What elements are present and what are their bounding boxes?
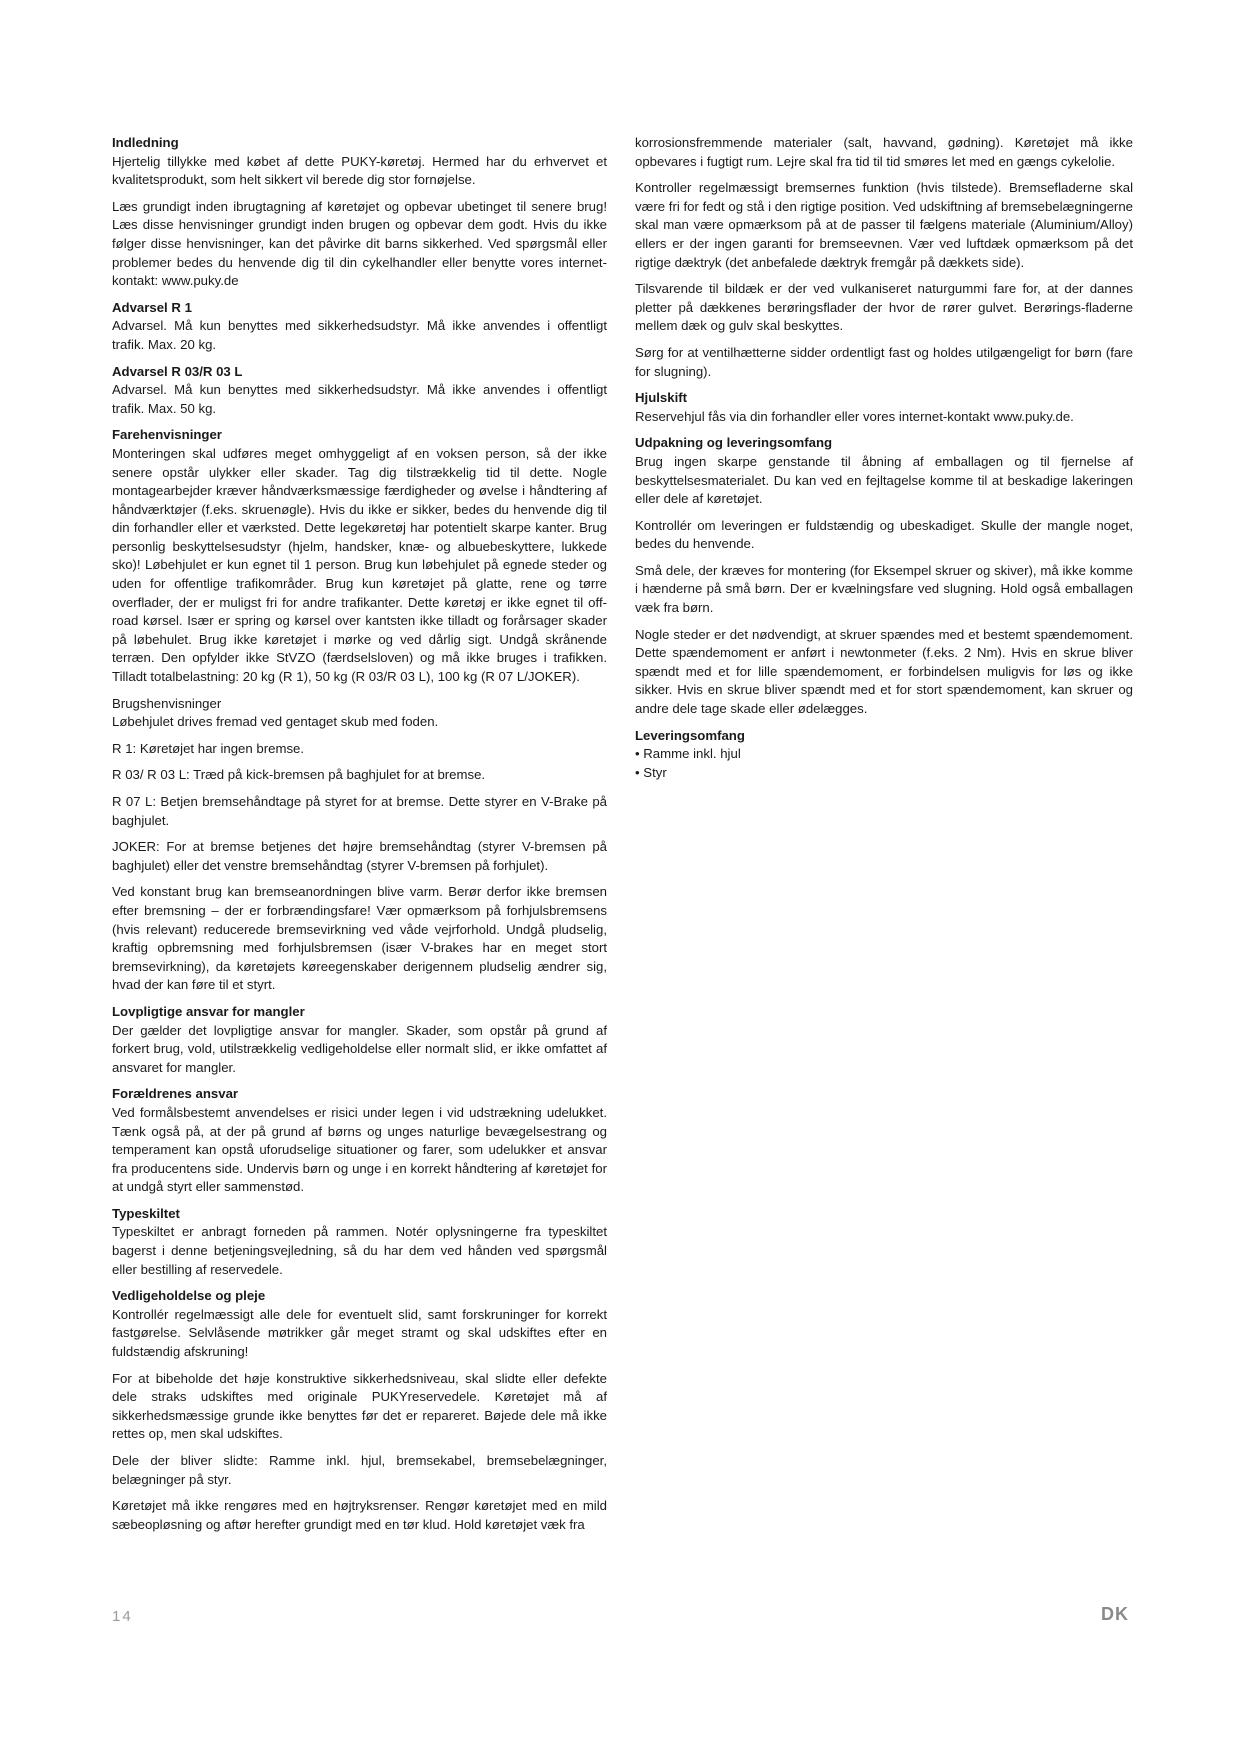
- paragraph: Advarsel. Må kun benyttes med sikkerhedsudstyr. Må ikke anvendes i offentligt trafik. Max. 20 kg.: [112, 318, 607, 352]
- section-advarsel-r03: [112, 363, 607, 419]
- section-typeskiltet: [112, 1205, 607, 1279]
- paragraph: korrosionsfremmende materialer (salt, havvand, gødning). Køretøjet må ikke opbevares i fugtigt rum. Lejre skal fra tid til tid smøres let med en gængs cykelolie.: [635, 135, 1133, 169]
- paragraph-block: [635, 344, 1133, 381]
- section-indledning-2: [112, 198, 607, 291]
- paragraph: Der gælder det lovpligtige ansvar for mangler. Skader, som opstår på grund af forkert brug, vold, utilstrækkelig vedligeholdelse eller normalt slid, er ikke omfattet af ansvaret for mangler.: [112, 1022, 607, 1075]
- paragraph-block: [635, 562, 1133, 618]
- section-leveringsomfang: [635, 727, 1133, 783]
- paragraph: Hjertelig tillykke med købet af dette PUKY-køretøj. Hermed har du erhvervet et kvalitetsprodukt, som helt sikkert vil berede dig stor fornøjelse.: [112, 153, 607, 188]
- left-column: [112, 134, 607, 1542]
- heading-advarsel-r1: Advarsel R 1: [112, 299, 192, 315]
- heading-udpakning: Udpakning og leveringsomfang: [635, 435, 833, 451]
- paragraph-block: [112, 838, 607, 875]
- paragraph: R 1: Køretøjet har ingen bremse.: [112, 740, 305, 756]
- paragraph: Små dele, der kræves for montering (for Eksempel skruer og skiver), må ikke komme i hænderne på små børn. Der er kvælningsfare ved slugning. Hold også emballagen væk fra børn.: [635, 562, 1133, 616]
- paragraph: Kontrollér regelmæssigt alle dele for eventuelt slid, samt forskruninger for korrekt fastgørelse. Selvlåsende møtrikker går meget stramt og skal udskiftes efter en fuldstændig afskruning!: [112, 1306, 607, 1360]
- paragraph: Ved formålsbestemt anvendelses er risici under legen i vid udstrækning udelukket. Tænk også på, at der på grund af børns og unges naturlige bevægelsestrang og temperament kan opstå uforudselige situationer og farer, som udelukker et ansvar fra producentens side. Undervis børn og unge i en korrekt håndtering af køretøjet for at undgå styrt eller sammenstød.: [112, 1104, 607, 1195]
- heading-brugshenvisninger: Brugshenvisninger: [112, 695, 222, 711]
- paragraph: Brug ingen skarpe genstande til åbning af emballagen og til fjernelse af beskyttelsesmaterialet. Du kan ved en fejltagelse komme til at beskadige lakeringen eller dele af køretøjet.: [635, 453, 1133, 507]
- paragraph: R 03/ R 03 L: Træd på kick-bremsen på baghjulet for at bremse.: [112, 767, 486, 783]
- paragraph: Reservehjul fås via din forhandler eller vores internet-kontakt www.puky.de.: [635, 408, 1074, 424]
- paragraph: Løbehjulet drives fremad ved gentaget skub med foden.: [112, 714, 439, 730]
- paragraph-block: [635, 134, 1133, 171]
- section-hjulskift: [635, 389, 1133, 426]
- list-item: • Styr: [635, 764, 1133, 783]
- paragraph-block: [635, 626, 1133, 719]
- paragraph: For at bibeholde det høje konstruktive sikkerhedsniveau, skal slidte eller defekte dele straks udskiftes med originale PUKYreservedele. Køretøjet må af sikkerhedsmæssige grunde ikke benyttes før det er repareret. Bøjede dele må ikke rettes op, men skal udskiftes.: [112, 1370, 607, 1442]
- heading-vedligeholdelse: Vedligeholdelse og pleje: [112, 1288, 266, 1304]
- section-farehenvisninger: [112, 426, 607, 686]
- page-number: 14: [112, 1608, 133, 1625]
- section-advarsel-r1: [112, 299, 607, 355]
- paragraph-block: [112, 1370, 607, 1444]
- section-lovpligtige: [112, 1003, 607, 1077]
- paragraph: Typeskiltet er anbragt forneden på rammen. Notér oplysningerne fra typeskiltet bagerst i denne betjeningsvejledning, så du har dem ved hånden ved spørgsmål eller bestilling af reservedele.: [112, 1224, 607, 1277]
- paragraph: Dele der bliver slidte: Ramme inkl. hjul, bremsekabel, bremsebelægninger, belægninger på styr.: [112, 1453, 607, 1487]
- section-udpakning: [635, 434, 1133, 508]
- paragraph: Kontrollér om leveringen er fuldstændig og ubeskadiget. Skulle der mangle noget, bedes du henvende.: [635, 517, 1133, 552]
- delivery-list: [635, 745, 1133, 782]
- heading-leveringsomfang: Leveringsomfang: [635, 727, 745, 743]
- language-code: DK: [1101, 1604, 1129, 1624]
- paragraph: Sørg for at ventilhætterne sidder ordentligt fast og holdes utilgængeligt for børn (fare for slugning).: [635, 344, 1133, 379]
- heading-indledning: Indledning: [112, 135, 179, 150]
- section-brugshenvisninger: [112, 695, 607, 732]
- heading-lovpligtige: Lovpligtige ansvar for mangler: [112, 1003, 305, 1019]
- heading-farehenvisninger: Farehenvisninger: [112, 427, 222, 443]
- paragraph-block: [112, 793, 607, 830]
- paragraph: Nogle steder er det nødvendigt, at skruer spændes med et bestemt spændemoment. Dette spændemoment er anført i newtonmeter (f.eks. 2 Nm). Hvis en skrue bliver spændt med et for lille spændemoment, er forbindelsen muligvis for løs og ikke sikker. Hvis en skrue bliver spændt med et for stort spændemoment, kan skruer og andre dele tage skade eller ødelægges.: [635, 626, 1133, 717]
- paragraph: JOKER: For at bremse betjenes det højre bremsehåndtag (styrer V-bremsen på baghjulet) eller det venstre bremsehåndtag (styrer V-bremsen på forhjulet).: [112, 839, 607, 873]
- heading-hjulskift: Hjulskift: [635, 390, 688, 406]
- paragraph-block: [635, 179, 1133, 272]
- paragraph: Køretøjet må ikke rengøres med en højtryksrenser. Rengør køretøjet med en mild sæbeopløsning og aftør herefter grundigt med en tør klud. Hold køretøjet væk fra: [112, 1498, 607, 1532]
- paragraph-block: [635, 280, 1133, 336]
- paragraph-block: [112, 1497, 607, 1534]
- paragraph: R 07 L: Betjen bremsehåndtage på styret for at bremse. Dette styrer en V-Brake på baghjulet.: [112, 794, 607, 828]
- list-item: • Ramme inkl. hjul: [635, 745, 1133, 764]
- paragraph-block: [112, 883, 607, 995]
- section-vedligeholdelse: [112, 1287, 607, 1361]
- paragraph: Monteringen skal udføres meget omhyggeligt af en voksen person, så der ikke senere opstår ulykker eller skader. Tag dig tilstrækkelig tid til dette. Nogle montagearbejder kræver håndværksmæssige færdigheder og øvelse i håndtering af håndværktøjer (f.eks. skruenøgle). Hvis du ikke er sikker, bedes du henvende dig til din forhandler eller et værksted. Dette legekøretøj har potentielt skarpe kanter. Brug personlig beskyttelsesudstyr (hjelm, handsker, knæ- og albuebeskyttere, lukkede sko)! Løbehjulet er kun egnet til 1 person. Brug kun løbehjulet på egnede steder og uden for offentlige trafikområder. Brug kun køretøjet på glatte, rene og tørre overflader, der er muligst fri for andre trafikanter. Dette køretøj er ikke egnet til off-road kørsel. Især er spring og kørsel over kantsten ikke tilladt og forårsager skader på løbehulet. Brug ikke køretøjet i mørke og ved dårlig sigt. Undgå skrånende terræn. Den opfylder ikke StVZO (færdselsloven) og må ikke bruges i trafikken. Tilladt totalbelastning: 20 kg (R 1), 50 kg (R 03/R 03 L), 100 kg (R 07 L/JOKER).: [112, 445, 607, 685]
- paragraph: Ved konstant brug kan bremseanordningen blive varm. Berør derfor ikke bremsen efter bremsning – der er forbrændingsfare! Vær opmærksom på forhjulsbremsens (hvis relevant) reducerede bremsevirkning ved våde vejrforhold. Undgå pludselig, kraftig opbremsning med forhjulsbremsen (især V-brakes har en meget stort bremsevirkning), da køretøjets køreegenskaber derigennem pludselig ændrer sig, hvad der kan føre til et styrt.: [112, 884, 607, 993]
- paragraph-block: [635, 517, 1133, 554]
- heading-typeskiltet: Typeskiltet: [112, 1205, 180, 1221]
- paragraph: Advarsel. Må kun benyttes med sikkerhedsudstyr. Må ikke anvendes i offentligt trafik. Max. 50 kg.: [112, 382, 607, 416]
- paragraph-block: [112, 1452, 607, 1489]
- section-foraeldrenes: [112, 1085, 607, 1197]
- paragraph-block: [112, 766, 607, 785]
- paragraph: Læs grundigt inden ibrugtagning af køretøjet og opbevar ubetinget til senere brug! Læs disse henvisninger grundigt inden brugen og opbevar dem godt. Hvis du ikke følger disse henvisninger, kan det påvirke dit barns sikkerhed. Ved spørgsmål eller problemer bedes du henvende dig til din cykelhandler eller benytte vores internet-kontakt: www.puky.de: [112, 198, 607, 289]
- paragraph: Tilsvarende til bildæk er der ved vulkaniseret naturgummi fare for, at der dannes pletter på dækkenes berøringsflader der hvor de rører gulvet. Berørings-fladerne mellem dæk og gulv skal beskyttes.: [635, 281, 1133, 334]
- paragraph-block: [112, 740, 607, 759]
- heading-foraeldrenes: Forældrenes ansvar: [112, 1086, 239, 1102]
- section-indledning: [112, 134, 607, 190]
- heading-advarsel-r03: Advarsel R 03/R 03 L: [112, 363, 243, 379]
- paragraph: Kontroller regelmæssigt bremsernes funktion (hvis tilstede). Bremsefladerne skal være fri for fedt og stå i den rigtige position. Ved udskiftning af bremsebelægningerne skal man være opmærksom på at de passer til fælgens materiale (Aluminium/Alloy) ellers er der ingen garanti for bremseevnen. Vær ved luftdæk opmærksom på det rigtige dæktryk (det anbefalede dæktryk fremgår på dækkets side).: [635, 180, 1133, 270]
- right-column: [635, 134, 1133, 790]
